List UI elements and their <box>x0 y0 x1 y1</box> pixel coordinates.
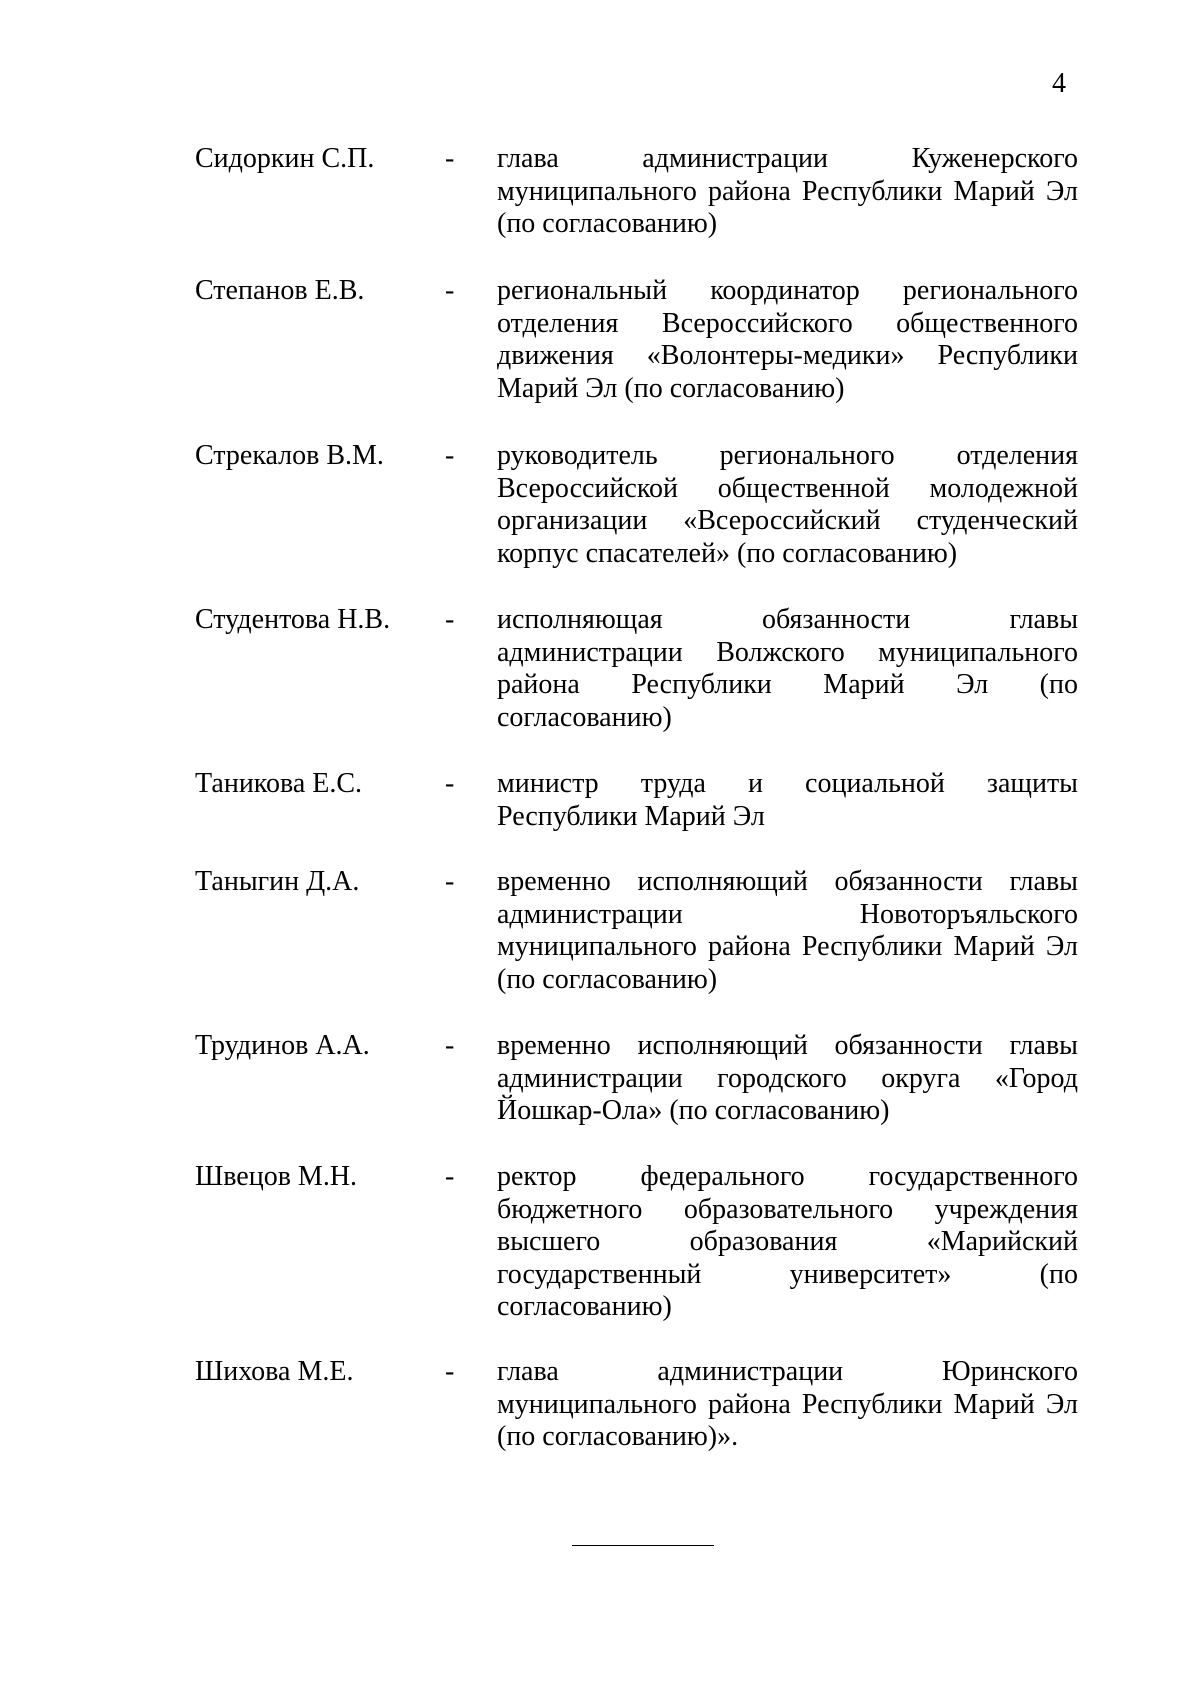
member-position: региональный координатор регионального отделения Всероссийского общественного движения «Волонтеры-медики» Республики Марий Эл (по согласованию) <box>497 275 1078 404</box>
member-position: временно исполняющий обязанности главы администрации городского округа «Город Йошкар-Ола» (по согласованию) <box>497 1030 1078 1126</box>
member-position: глава администрации Куженерского муниципального района Республики Марий Эл (по согласованию) <box>497 143 1078 239</box>
member-dash: - <box>445 604 455 635</box>
member-name: Шихова М.Е. <box>195 1356 354 1387</box>
member-name: Сидоркин С.П. <box>195 143 375 174</box>
member-position: ректор федерального государственного бюджетного образовательного учреждения высшего образования «Марийский государственный университет» (по согласованию) <box>497 1161 1078 1322</box>
member-position: исполняющая обязанности главы администрации Волжского муниципального района Республики Марий Эл (по согласованию) <box>497 604 1078 733</box>
member-name: Швецов М.Н. <box>195 1161 358 1192</box>
member-dash: - <box>445 866 455 897</box>
member-name: Таныгин Д.А. <box>195 866 360 897</box>
page-number: 4 <box>1052 68 1066 99</box>
member-position: министр труда и социальной защиты Республики Марий Эл <box>497 768 1078 832</box>
member-dash: - <box>445 143 455 174</box>
member-position: временно исполняющий обязанности главы администрации Новоторъяльского муниципального района Республики Марий Эл (по согласованию) <box>497 866 1078 995</box>
member-dash: - <box>445 1161 455 1192</box>
member-dash: - <box>445 275 455 306</box>
member-name: Таникова Е.С. <box>195 768 363 799</box>
member-name: Трудинов А.А. <box>195 1030 370 1061</box>
member-name: Студентова Н.В. <box>195 604 391 635</box>
member-name: Степанов Е.В. <box>195 275 365 306</box>
member-dash: - <box>445 1356 455 1387</box>
member-dash: - <box>445 768 455 799</box>
member-position: руководитель регионального отделения Всероссийской общественной молодежной организации «Всероссийский студенческий корпус спасателей» (по согласованию) <box>497 440 1078 569</box>
end-rule <box>572 1545 714 1546</box>
member-dash: - <box>445 440 455 471</box>
member-position: глава администрации Юринского муниципального района Республики Марий Эл (по согласованию)». <box>497 1356 1078 1452</box>
member-dash: - <box>445 1030 455 1061</box>
member-name: Стрекалов В.М. <box>195 440 384 471</box>
